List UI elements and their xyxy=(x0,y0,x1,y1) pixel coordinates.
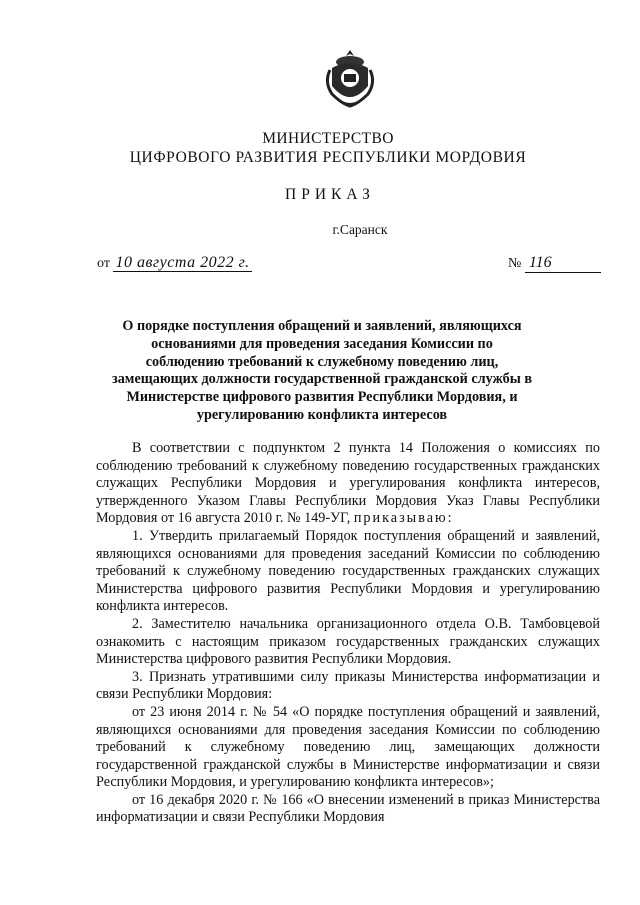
number-prefix: № xyxy=(508,256,522,271)
ministry-name-line1: МИНИСТЕРСТВО xyxy=(262,130,394,147)
document-body xyxy=(96,440,600,827)
coat-of-arms-icon xyxy=(322,48,378,110)
document-type: ПРИКАЗ xyxy=(285,186,375,203)
document-title: О порядке поступления обращений и заявлений, являющихся основаниями для проведения заседания Комиссии по соблюдению требований к служебному поведению лиц, замещающих должности государственной гражданской службы в Министерстве цифрового развития Республики Мордовия, и урегулированию конфликта интересов xyxy=(112,318,532,423)
item-3-a: от 23 июня 2014 г. № 54 «О порядке поступления обращений и заявлений, являющихся основаниями для проведения заседания Комиссии по соблюдению требований к служебному поведению лиц, замещающих должности государственной гражданской службы в Министерстве информатизации и связи Республики Мордовия, и урегулированию конфликта интересов»; xyxy=(96,703,600,791)
number-handwritten: 116 xyxy=(525,254,601,273)
ministry-name-line2: ЦИФРОВОГО РАЗВИТИЯ РЕСПУБЛИКИ МОРДОВИЯ xyxy=(129,149,527,166)
date-prefix: от xyxy=(97,256,110,271)
city: г.Саранск xyxy=(332,222,388,237)
item-1: 1. Утвердить прилагаемый Порядок поступления обращений и заявлений, являющихся основаниями для проведения заседаний Комиссии по соблюдению требований к служебному поведению государственных гражданских служащих Министерства цифрового развития Республики Мордовия и урегулированию конфликта интересов. xyxy=(96,527,600,615)
item-3: 3. Признать утратившими силу приказы Министерства информатизации и связи Республики Мордовия: xyxy=(96,668,600,703)
date-handwritten: 10 августа 2022 г. xyxy=(115,254,250,271)
number-field xyxy=(508,254,601,273)
date-field xyxy=(97,254,252,272)
preamble-order: приказываю: xyxy=(353,510,454,527)
preamble-paragraph xyxy=(96,440,600,528)
preamble-text: В соответствии с подпунктом 2 пункта 14 Положения о комиссиях по соблюдению требований к служебному поведению государственных гражданских служащих Республики Мордовия и урегулирования конфликта интересов, утвержденного Указом Главы Республики Мордовия Указ Главы Республики Мордовия от 16 августа 2010 г. № 149-УГ, xyxy=(96,440,600,527)
item-3-b: от 16 декабря 2020 г. № 166 «О внесении изменений в приказ Министерства информатизации и связи Республики Мордовия xyxy=(96,791,600,826)
item-2: 2. Заместителю начальника организационного отдела О.В. Тамбовцевой ознакомить с настоящим приказом государственных гражданских служащих Министерства цифрового развития Республики Мордовия. xyxy=(96,615,600,668)
